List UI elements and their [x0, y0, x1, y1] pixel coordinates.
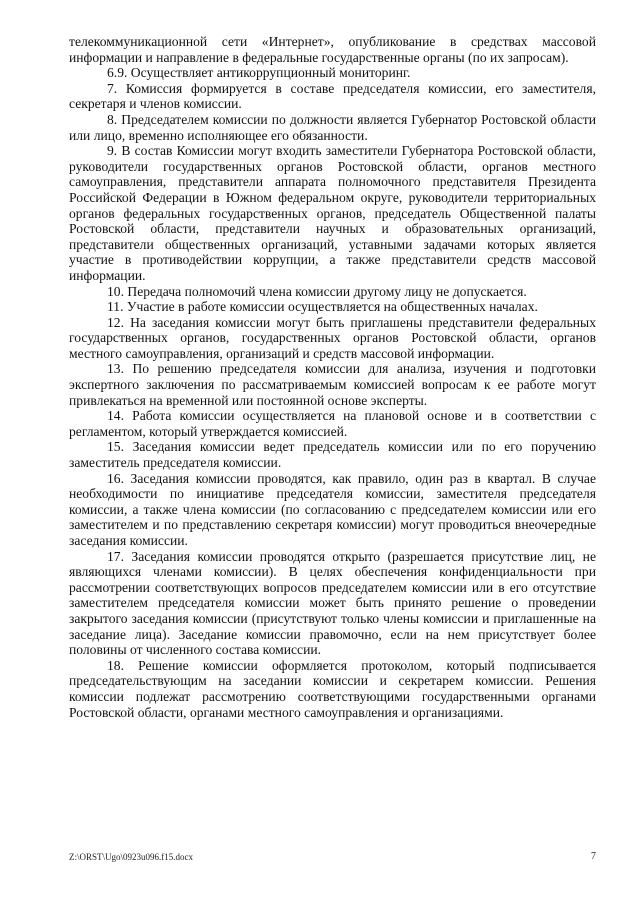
paragraph-15: 15. Заседания комиссии ведет председатель комиссии или по его поручению заместитель председателя комиссии. [69, 439, 596, 471]
page-number: 7 [591, 851, 596, 862]
paragraph-12: 12. На заседания комиссии могут быть приглашены представители федеральных государственных органов, государственных органов Ростовской области, органов местного самоуправления, организаций и средств массовой информации. [69, 314, 596, 361]
document-body [69, 34, 596, 720]
paragraph-17: 17. Заседания комиссии проводятся открыто (разрешается присутствие лиц, не являющихся членами комиссии). В целях обеспечения конфиденциальности при рассмотрении соответствующих вопросов председателем комиссии или в его отсутствие заместителем председателя комиссии может быть принято решение о проведении закрытого заседания комиссии (присутствуют только члены комиссии и приглашенные на заседание лица). Заседание комиссии правомочно, если на нем присутствует более половины от численного состава комиссии. [69, 548, 596, 658]
paragraph-8: 8. Председателем комиссии по должности является Губернатор Ростовской области или лицо, временно исполняющее его обязанности. [69, 111, 596, 143]
paragraph-18: 18. Решение комиссии оформляется протоколом, который подписывается председательствующим на заседании комиссии и секретарем комиссии. Решения комиссии подлежат рассмотрению соответствующими государственными органами Ростовской области, органами местного самоуправления и организациями. [69, 657, 596, 720]
paragraph-10: 10. Передача полномочий члена комиссии другому лицу не допускается. [107, 283, 527, 299]
paragraph-14: 14. Работа комиссии осуществляется на плановой основе и в соответствии с регламентом, который утверждается комиссией. [69, 408, 596, 439]
paragraph-11: 11. Участие в работе комиссии осуществляется на общественных началах. [107, 299, 538, 315]
footer-file-path: Z:\ORST\Ugo\0923u096.f15.docx [69, 852, 193, 862]
paragraph-13: 13. По решению председателя комиссии для анализа, изучения и подготовки экспертного заключения по рассматриваемым комиссией вопросам к ее работе могут привлекаться на временной или постоянной основе эксперты. [69, 361, 596, 408]
paragraph-continuation: телекоммуникационной сети «Интернет», опубликование в средствах массовой информации и направление в федеральные государственные органы (по их запросам). [69, 34, 596, 65]
paragraph-16: 16. Заседания комиссии проводятся, как правило, один раз в квартал. В случае необходимости по инициативе председателя комиссии, заместителя председателя комиссии, а также члена комиссии (по согласованию с председателем комиссии или его заместителем и по представлению секретаря комиссии) могут проводиться внеочередные заседания комиссии. [69, 470, 596, 548]
paragraph-6-9: 6.9. Осуществляет антикоррупционный мониторинг. [107, 65, 411, 81]
paragraph-7: 7. Комиссия формируется в составе председателя комиссии, его заместителя, секретаря и членов комиссии. [69, 80, 596, 112]
paragraph-9: 9. В состав Комиссии могут входить заместители Губернатора Ростовской области, руководители государственных органов Ростовской области, органов местного самоуправления, представители аппарата полномочного представителя Президента Российской Федерации в Южном федеральном округе, руководители территориальных органов федеральных государственных органов, председатель Общественной палаты Ростовской области, представители научных и образовательных организаций, представители общественных организаций, уставными задачами которых является участие в противодействии коррупции, а также представители средств массовой информации. [69, 143, 596, 283]
